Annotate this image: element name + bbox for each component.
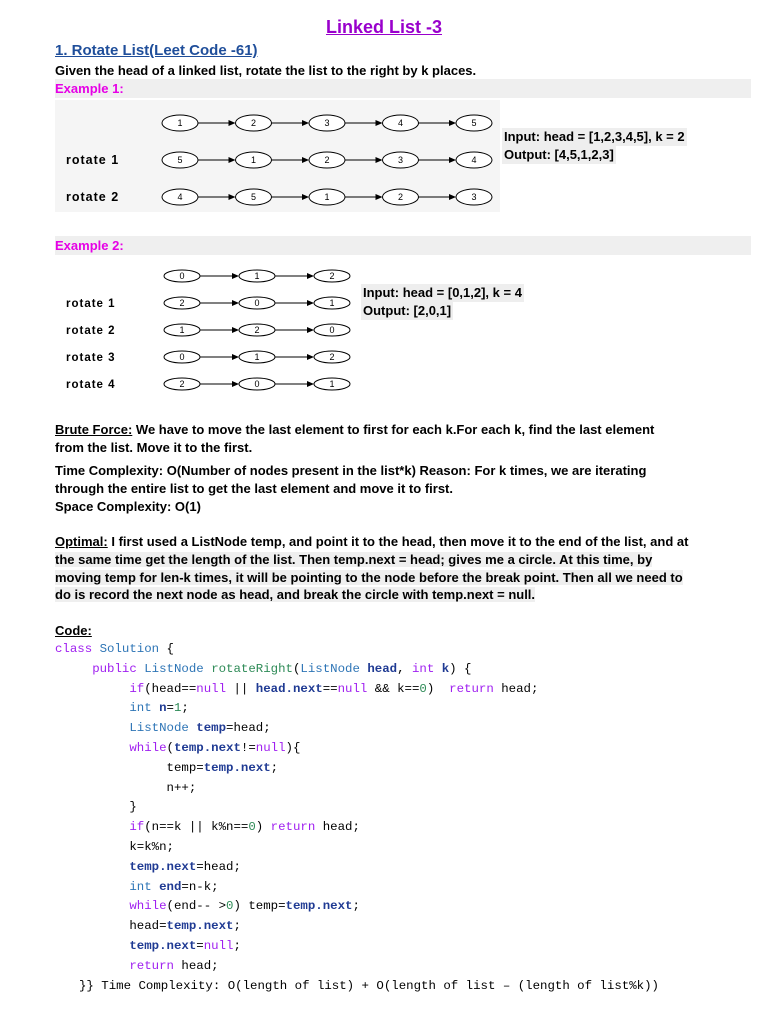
- example-2-node-value: 1: [254, 271, 260, 281]
- example-1-output: Output: [4,5,1,2,3]: [504, 147, 614, 162]
- example-2-node-value: 1: [254, 352, 260, 362]
- example-1-label: Example 1:: [55, 79, 751, 98]
- example-2-output: Output: [2,0,1]: [363, 303, 452, 318]
- example-2-node-value: 0: [254, 379, 260, 389]
- example-2-node-value: 2: [179, 379, 185, 389]
- page-title: Linked List -3: [325, 17, 442, 37]
- example-1-node-value: 5: [250, 192, 257, 202]
- example-1-node-value: 1: [250, 155, 257, 165]
- example-1-node-value: 2: [397, 192, 404, 202]
- example-2-node-value: 2: [329, 271, 335, 281]
- code-block: class Solution { public ListNode rotateRight(ListNode head, int k) { if(head==null || head.next==null && k==0) return head; int n=1; ListNode temp=head; while(temp.next!=null){ temp=temp.next; n++; } if(n==k || k%n==0) return head; k=k%n; temp.next=head; int end=n-k; while(end-- >0) temp=temp.next; head=temp.next; temp.next=null; return head; }} Time Complexity: O(length of list) + O(length of list – (length of list%k)): [55, 642, 659, 993]
- optimal-text-2: the same time get the length of the list. Then temp.next = head; gives me a circle. At this time, by: [55, 551, 653, 567]
- example-2-row-label: rotate 2: [66, 325, 116, 337]
- time-complexity-2: through the entire list to get the last element and move it to first.: [55, 480, 453, 496]
- example-2-node-value: 2: [329, 352, 335, 362]
- problem-statement: Given the head of a linked list, rotate the list to the right by k places.: [55, 63, 477, 78]
- example-1-input: Input: head = [1,2,3,4,5], k = 2: [504, 129, 685, 144]
- example-1-node-value: 4: [397, 118, 404, 128]
- example-2-row-label: rotate 3: [66, 352, 116, 364]
- brute-force-text-1: We have to move the last element to first for each k.For each k, find the last element: [132, 422, 655, 437]
- brute-force-label: Brute Force:: [55, 422, 133, 437]
- example-2-row-label: rotate 4: [66, 379, 116, 391]
- example-1-node-value: 4: [471, 155, 477, 165]
- time-complexity-1: Time Complexity: O(Number of nodes present in the list*k) Reason: For k times, we are iterating: [55, 463, 647, 478]
- example-1-node-value: 5: [177, 155, 183, 165]
- optimal-paragraph: [55, 533, 755, 604]
- example-2-input: Input: head = [0,1,2], k = 4: [363, 285, 522, 300]
- example-1-node-value: 5: [471, 118, 477, 128]
- example-2-node-value: 0: [254, 298, 260, 308]
- example-2-node-value: 1: [179, 325, 185, 335]
- example-1-node-value: 2: [250, 118, 257, 128]
- example-2-diagram: [55, 262, 360, 397]
- optimal-text-4: do is record the next node as head, and break the circle with temp.next = null.: [55, 587, 536, 603]
- example-1-node-value: 3: [471, 192, 477, 202]
- problem-heading: 1. Rotate List(Leet Code -61): [55, 42, 258, 59]
- example-2-node-value: 2: [179, 298, 185, 308]
- example-1-node-value: 4: [177, 192, 183, 202]
- optimal-text-3: moving temp for len-k times, it will be pointing to the node before the break point. Then all we need to: [55, 569, 683, 585]
- code-footer: }} Time Complexity: O(length of list) + O(length of list – (length of list%k)): [79, 978, 659, 993]
- optimal-label: Optimal:: [55, 534, 108, 549]
- brute-force-paragraph: [55, 421, 755, 457]
- example-2-node-value: 0: [329, 325, 335, 335]
- example-2-node-value: 0: [179, 352, 185, 362]
- code-label: Code:: [55, 623, 92, 638]
- example-1-node-value: 1: [177, 118, 183, 128]
- example-1-node-value: 3: [324, 118, 330, 128]
- example-1-node-value: 1: [324, 192, 330, 202]
- example-1-row-label: rotate 1: [66, 153, 120, 167]
- example-2-label: Example 2:: [55, 236, 751, 255]
- example-2-row-label: rotate 1: [66, 298, 116, 310]
- example-2-node-value: 2: [254, 325, 260, 335]
- brute-force-text-2: from the list. Move it to the first.: [55, 439, 253, 455]
- complexity-paragraph: [55, 462, 755, 515]
- example-1-node-value: 2: [324, 155, 330, 165]
- example-2-node-value: 0: [179, 271, 185, 281]
- optimal-text-1: I first used a ListNode temp, and point it to the head, then move it to the end of the list, and at: [107, 534, 689, 549]
- example-2-node-value: 1: [329, 298, 335, 308]
- example-1-node-value: 3: [397, 155, 404, 165]
- example-2-node-value: 1: [329, 379, 335, 389]
- example-1-diagram: [55, 100, 500, 212]
- space-complexity: Space Complexity: O(1): [55, 498, 201, 514]
- example-1-row-label: rotate 2: [66, 190, 120, 204]
